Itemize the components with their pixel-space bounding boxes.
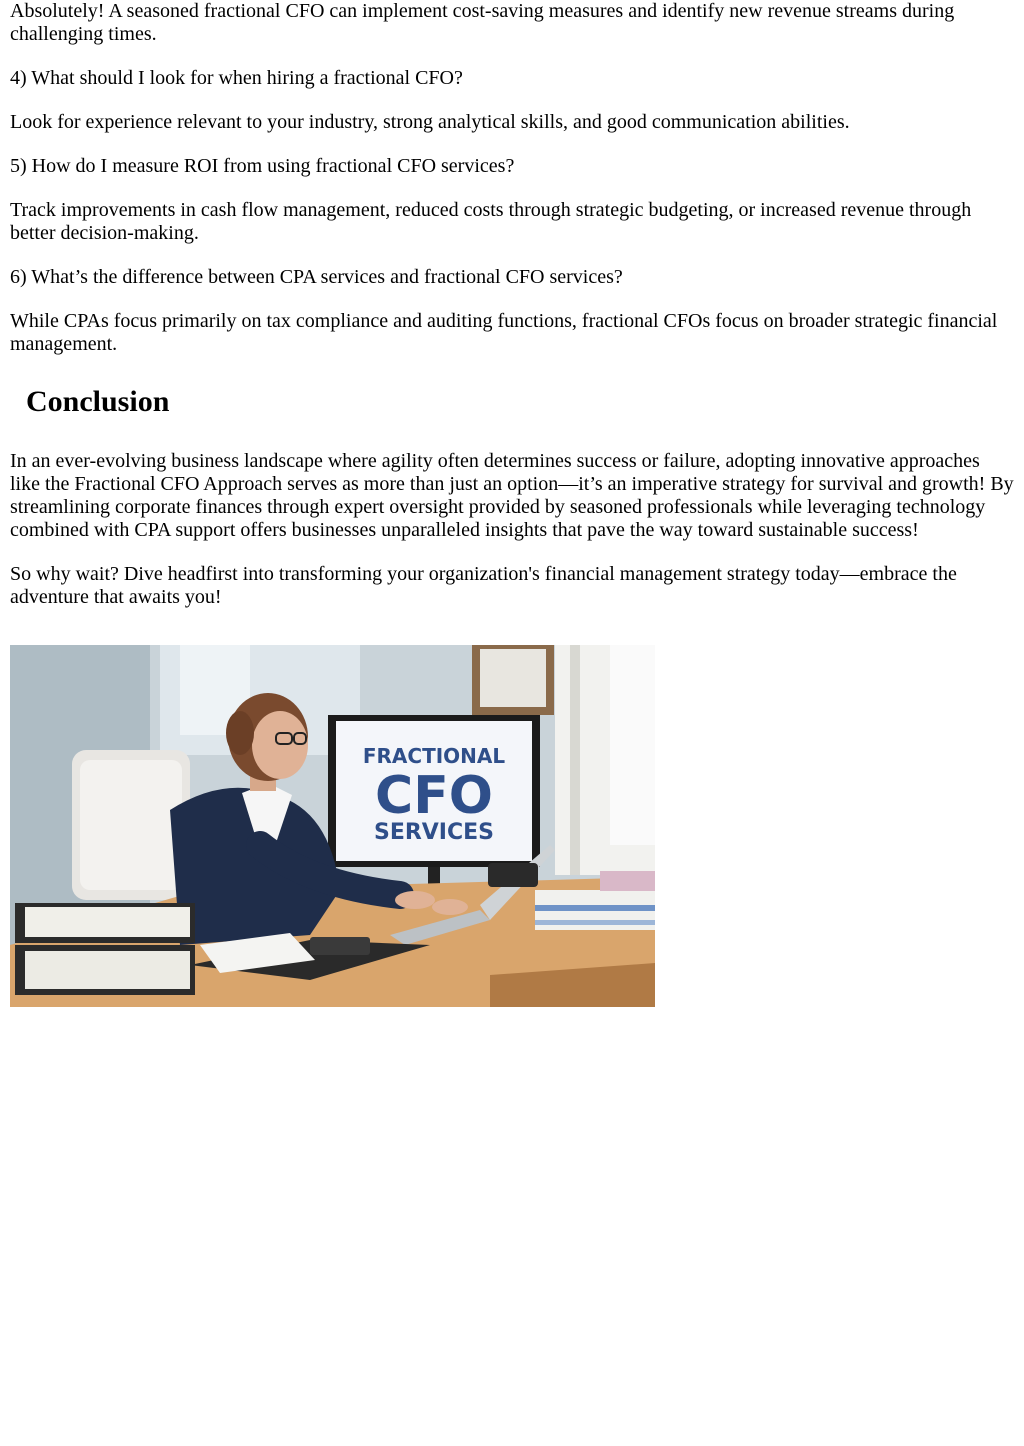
article-body [10, 0, 1014, 609]
monitor-text-services: SERVICES [373, 820, 495, 845]
conclusion-heading: Conclusion [26, 385, 170, 418]
faq-question-4: 4) What should I look for when hiring a fractional CFO? [10, 67, 463, 89]
monitor-text-fractional: FRACTIONAL [362, 744, 506, 768]
faq-answer-3: Absolutely! A seasoned fractional CFO can implement cost-saving measures and identify new revenue streams during challenging times. [10, 0, 955, 45]
faq-question-5: 5) How do I measure ROI from using fractional CFO services? [10, 155, 515, 177]
faq-question-6: 6) What’s the difference between CPA services and fractional CFO services? [10, 266, 623, 288]
faq-answer-5: Track improvements in cash flow management, reduced costs through strategic budgeting, or increased revenue through better decision-making. [10, 199, 972, 244]
monitor-text-cfo: CFO [375, 766, 493, 826]
conclusion-paragraph-2: So why wait? Dive headfirst into transforming your organization's financial management strategy today—embrace the adventure that awaits you! [10, 563, 957, 608]
office-photo [10, 645, 655, 1007]
faq-answer-4: Look for experience relevant to your industry, strong analytical skills, and good communication abilities. [10, 111, 850, 133]
faq-answer-6: While CPAs focus primarily on tax compliance and auditing functions, fractional CFOs focus on broader strategic financial management. [10, 310, 998, 355]
conclusion-paragraph-1: In an ever-evolving business landscape where agility often determines success or failure, adopting innovative approaches like the Fractional CFO Approach serves as more than just an option—it’s an imperative strategy for survival and growth! By streamlining corporate finances through expert oversight provided by seasoned professionals while leveraging technology combined with CPA support offers businesses unparalleled insights that pave the way toward sustainable success! [10, 450, 1014, 541]
